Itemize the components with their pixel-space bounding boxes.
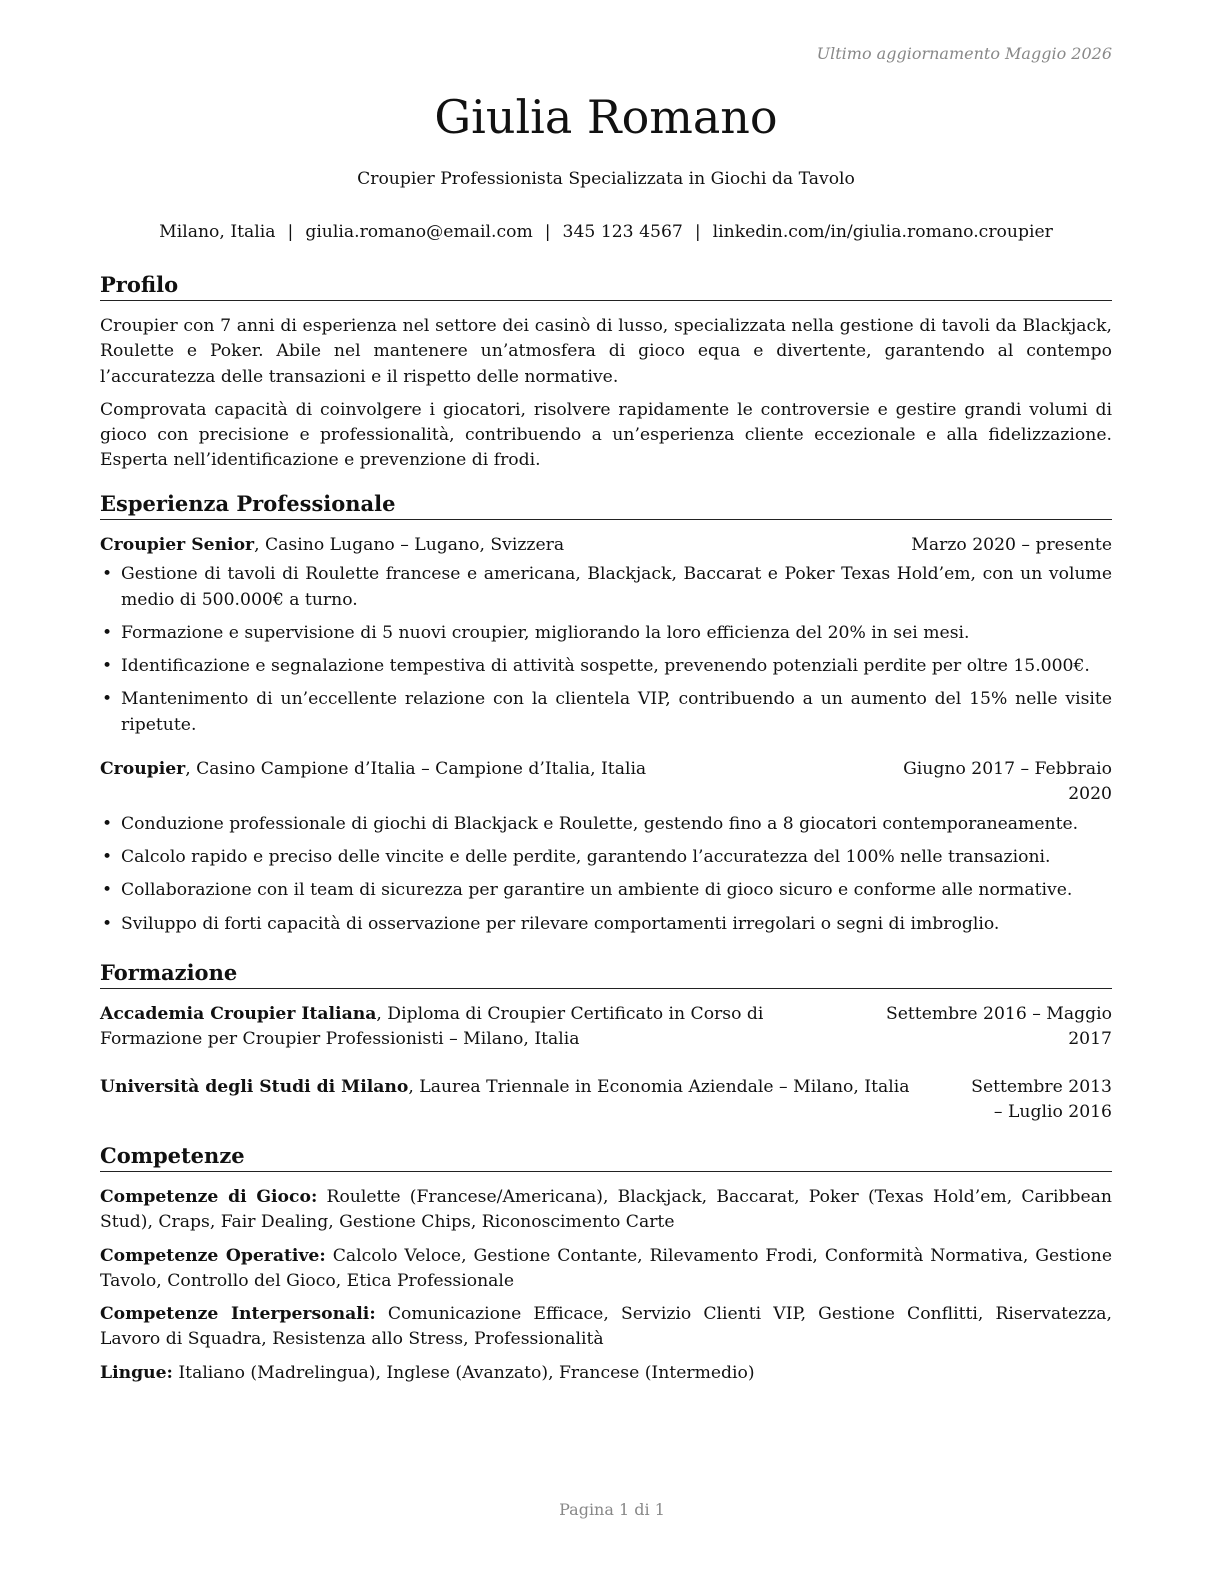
job-role: Croupier bbox=[100, 759, 186, 780]
linkedin-link[interactable]: linkedin.com/in/giulia.romano.croupier bbox=[712, 222, 1053, 242]
skill-list: Italiano (Madrelingua), Inglese (Avanzato), Francese (Intermedio) bbox=[172, 1362, 755, 1383]
job-entry bbox=[100, 757, 1112, 937]
profile-section bbox=[100, 271, 1112, 474]
skill-group bbox=[100, 1361, 1112, 1386]
job-title: Croupier Professionista Specializzata in Giochi da Tavolo bbox=[357, 169, 855, 189]
job-role: Croupier Senior bbox=[100, 535, 255, 555]
list-item: • Identificazione e segnalazione tempestiva di attività sospette, prevenendo potenziali perdite per oltre 15.000€. bbox=[100, 654, 1112, 679]
location: Milano, Italia bbox=[159, 222, 276, 242]
separator: | bbox=[694, 222, 701, 242]
list-item: • Gestione di tavoli di Roulette francese e americana, Blackjack, Baccarat e Poker Texas Hold’em, con un volume medio di 500.000€ a turno. bbox=[100, 562, 1112, 613]
skill-group bbox=[100, 1302, 1112, 1353]
section-title: Competenze bbox=[100, 1142, 1112, 1172]
skill-label: Lingue: bbox=[100, 1362, 173, 1383]
skill-group bbox=[100, 1185, 1112, 1236]
skill-list: Roulette (Francese/Americana), Blackjack, Baccarat, Poker (Texas Hold’em, Caribbean Stud), Craps, Fair Dealing, Gestione Chips, Riconoscimento Carte bbox=[100, 1187, 1112, 1233]
skill-label: Competenze di Gioco: bbox=[100, 1187, 318, 1207]
separator: | bbox=[287, 222, 294, 242]
job-dates: Giugno 2017 – Febbraio 2020 bbox=[903, 759, 1112, 805]
list-item: • Conduzione professionale di giochi di Blackjack e Roulette, gestendo fino a 8 giocatori contemporaneamente. bbox=[100, 812, 1112, 837]
section-title: Profilo bbox=[100, 271, 1112, 301]
list-item: • Collaborazione con il team di sicurezza per garantire un ambiente di gioco sicuro e conforme alle normative. bbox=[100, 878, 1112, 903]
profile-paragraph: Comprovata capacità di coinvolgere i giocatori, risolvere rapidamente le controversie e gestire grandi volumi di gioco con precisione e professionalità, contribuendo a un’esperienza cliente eccezionale e alla fidelizzazione. Esperta nell’identificazione e prevenzione di frodi. bbox=[100, 399, 1112, 471]
experience-section bbox=[100, 490, 1112, 945]
list-item: • Formazione e supervisione di 5 nuovi croupier, migliorando la loro efficienza del 20% in sei mesi. bbox=[100, 621, 1112, 646]
education-dates: Settembre 2016 – Maggio 2017 bbox=[885, 1004, 1112, 1050]
email-link[interactable]: giulia.romano@email.com bbox=[305, 222, 533, 242]
education-entry bbox=[100, 1075, 1112, 1126]
contact-line bbox=[100, 219, 1112, 245]
education-entry bbox=[100, 1002, 1112, 1053]
job-bullets bbox=[100, 812, 1112, 937]
job-employer: , Casino Campione d’Italia – Campione d’Italia, Italia bbox=[185, 759, 647, 780]
skill-list: Calcolo Veloce, Gestione Contante, Rilevamento Frodi, Conformità Normativa, Gestione Tavolo, Controllo del Gioco, Etica Professionale bbox=[100, 1245, 1112, 1291]
phone: 345 123 4567 bbox=[562, 222, 683, 242]
profile-paragraph: Croupier con 7 anni di esperienza nel settore dei casinò di lusso, specializzata nella gestione di tavoli da Blackjack, Roulette e Poker. Abile nel mantenere un’atmosfera di gioco equa e divertente, garantendo al contempo l’accuratezza delle transazioni e il rispetto delle normative. bbox=[100, 316, 1112, 387]
job-bullets bbox=[100, 562, 1112, 738]
education-dates: Settembre 2013 – Luglio 2016 bbox=[971, 1076, 1112, 1122]
page-number: Pagina 1 di 1 bbox=[559, 1500, 665, 1519]
school-name: Università degli Studi di Milano bbox=[100, 1076, 409, 1097]
degree-detail: , Laurea Triennale in Economia Aziendale – Milano, Italia bbox=[408, 1076, 910, 1097]
school-name: Accademia Croupier Italiana bbox=[100, 1004, 377, 1024]
list-item: • Calcolo rapido e preciso delle vincite e delle perdite, garantendo l’accuratezza del 100% nelle transazioni. bbox=[100, 845, 1112, 870]
section-title: Esperienza Professionale bbox=[100, 490, 1112, 520]
section-title: Formazione bbox=[100, 959, 1112, 989]
skills-section bbox=[100, 1142, 1112, 1394]
skill-label: Competenze Interpersonali: bbox=[100, 1304, 376, 1325]
skill-label: Competenze Operative: bbox=[100, 1245, 326, 1266]
job-dates: Marzo 2020 – presente bbox=[911, 535, 1112, 555]
degree-detail: , Diploma di Croupier Certificato in Corso di Formazione per Croupier Professionisti – Milano, Italia bbox=[100, 1004, 764, 1050]
last-updated: Ultimo aggiornamento Maggio 2026 bbox=[816, 44, 1112, 63]
separator: | bbox=[544, 222, 551, 242]
education-section bbox=[100, 959, 1112, 1125]
list-item: • Mantenimento di un’eccellente relazione con la clientela VIP, contribuendo a un aumento del 15% nelle visite ripetute. bbox=[100, 687, 1112, 738]
job-employer: , Casino Lugano – Lugano, Svizzera bbox=[254, 535, 565, 555]
job-entry bbox=[100, 533, 1112, 738]
list-item: • Sviluppo di forti capacità di osservazione per rilevare comportamenti irregolari o segni di imbroglio. bbox=[100, 912, 1112, 937]
candidate-name: Giulia Romano bbox=[434, 90, 778, 144]
skill-group bbox=[100, 1244, 1112, 1295]
skill-list: Comunicazione Efficace, Servizio Clienti VIP, Gestione Conflitti, Riservatezza, Lavoro di Squadra, Resistenza allo Stress, Professionalità bbox=[100, 1304, 1112, 1350]
